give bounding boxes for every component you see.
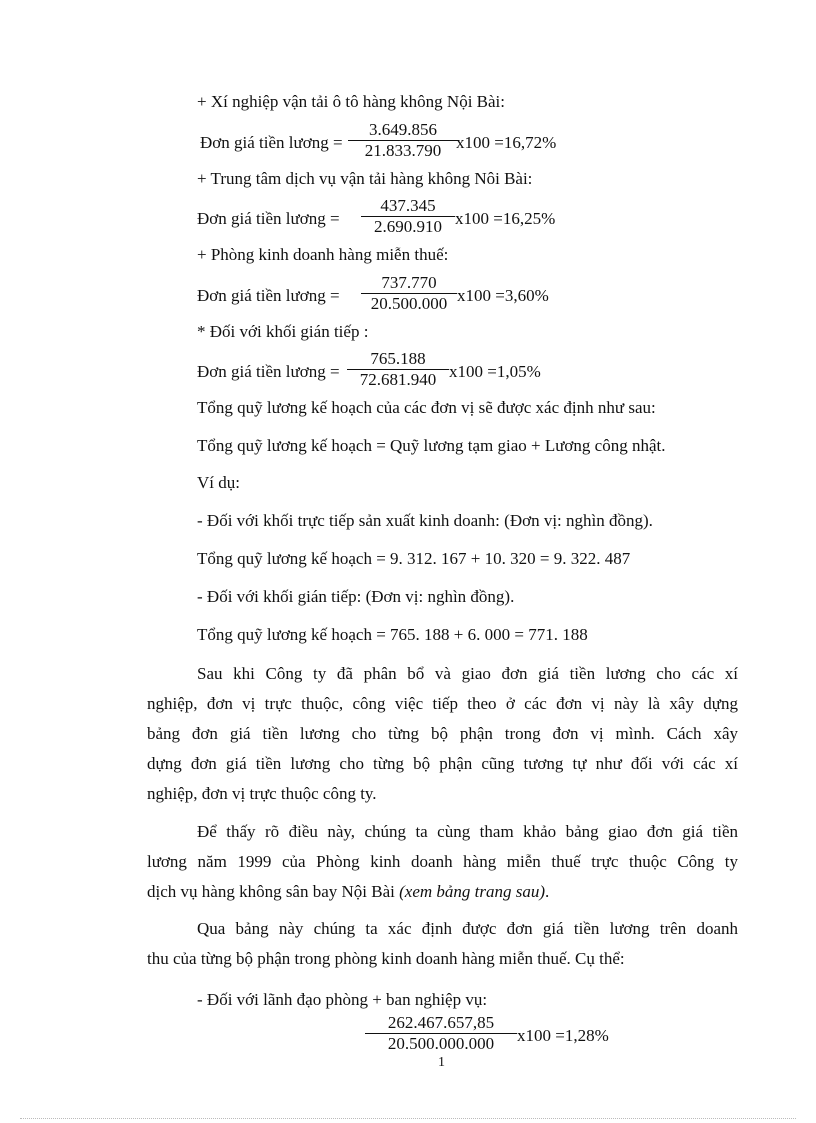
paragraph-reference: [147, 817, 738, 907]
formula-management: [365, 1013, 645, 1057]
formula-indirect: [197, 349, 617, 393]
paragraph-line: Sau khi Công ty đã phân bổ và giao đơn giá tiền lương cho các xí: [197, 664, 738, 683]
fraction: [361, 196, 455, 237]
section-dutyfree-heading: + Phòng kinh doanh hàng miễn thuế:: [197, 245, 449, 264]
page-bottom-divider: [20, 1118, 796, 1119]
example-direct-text: - Đối với khối trực tiếp sản xuất kinh doanh: (Đơn vị: nghìn đồng).: [197, 511, 653, 530]
total-formula-text: Tổng quỹ lương kế hoạch = Quỹ lương tạm giao + Lương công nhật.: [197, 436, 666, 455]
formula-lhs: Đơn giá tiền lương =: [197, 286, 340, 305]
table-reference-note: (xem bảng trang sau): [399, 882, 546, 901]
formula-rhs: x100 =1,05%: [449, 362, 541, 381]
paragraph-line: thu của từng bộ phận trong phòng kinh doanh hàng miễn thuế. Cụ thể:: [147, 949, 625, 968]
numerator: 765.188: [370, 349, 426, 368]
denominator: 20.500.000.000: [387, 1034, 495, 1053]
example-indirect-text: - Đối với khối gián tiếp: (Đơn vị: nghìn đồng).: [197, 587, 515, 606]
section-indirect-heading: * Đối với khối gián tiếp :: [197, 322, 369, 341]
denominator: 2.690.910: [374, 217, 442, 236]
paragraph-line: Để thấy rõ điều này, chúng ta cùng tham khảo bảng giao đơn giá tiền: [197, 822, 738, 841]
page-number: 1: [438, 1055, 445, 1070]
formula-lhs: Đơn giá tiền lương =: [197, 209, 340, 228]
formula-trucking: [200, 120, 620, 164]
section-center-heading: + Trung tâm dịch vụ vận tải hàng không Nôi Bài:: [197, 169, 533, 188]
total-intro-text: Tổng quỹ lương kế hoạch của các đơn vị sẽ được xác định như sau:: [197, 398, 656, 417]
section-management-heading: - Đối với lãnh đạo phòng + ban nghiệp vụ:: [197, 990, 488, 1009]
fraction: [348, 120, 458, 161]
paragraph-line: dựng đơn giá tiền lương cho từng bộ phận cũng tương tự như đối với các xí: [147, 754, 738, 773]
numerator: 737.770: [381, 273, 437, 292]
example-direct-calc: Tổng quỹ lương kế hoạch = 9. 312. 167 + 10. 320 = 9. 322. 487: [197, 549, 631, 568]
formula-rhs: x100 =3,60%: [457, 286, 549, 305]
fraction: [361, 273, 457, 314]
paragraph-line: bảng đơn giá tiền lương cho từng bộ phận trong đơn vị mình. Cách xây: [147, 724, 738, 743]
paragraph-line: Qua bảng này chúng ta xác định được đơn giá tiền lương trên doanh: [197, 919, 738, 938]
formula-lhs: Đơn giá tiền lương =: [200, 133, 343, 152]
example-label: Ví dụ:: [197, 473, 240, 492]
formula-dutyfree: [197, 273, 617, 317]
formula-rhs: x100 =1,28%: [517, 1026, 609, 1045]
paragraph-line: nghiệp, đơn vị trực thuộc công ty.: [147, 784, 377, 803]
numerator: 3.649.856: [369, 120, 437, 139]
paragraph-line: lương năm 1999 của Phòng kinh doanh hàng miễn thuế trực thuộc Công ty: [147, 852, 738, 871]
formula-center: [197, 196, 617, 240]
paragraph-line: nghiệp, đơn vị trực thuộc, công việc tiếp theo ở các đơn vị này là xây dựng: [147, 694, 738, 713]
paragraph-allocation: [147, 659, 738, 809]
numerator: 437.345: [380, 196, 436, 215]
denominator: 20.500.000: [370, 294, 448, 313]
fraction: [347, 349, 449, 390]
denominator: 21.833.790: [364, 141, 442, 160]
example-indirect-calc: Tổng quỹ lương kế hoạch = 765. 188 + 6. 000 = 771. 188: [197, 625, 588, 644]
fraction: [365, 1013, 517, 1054]
section-trucking-heading: + Xí nghiệp vận tải ô tô hàng không Nội Bài:: [197, 92, 505, 111]
formula-rhs: x100 =16,25%: [455, 209, 556, 228]
formula-rhs: x100 =16,72%: [456, 133, 557, 152]
denominator: 72.681.940: [359, 370, 437, 389]
paragraph-line: dịch vụ hàng không sân bay Nội Bài (xem bảng trang sau).: [147, 882, 550, 901]
numerator: 262.467.657,85: [387, 1013, 495, 1032]
formula-lhs: Đơn giá tiền lương =: [197, 362, 340, 381]
paragraph-conclusion: [147, 914, 738, 974]
